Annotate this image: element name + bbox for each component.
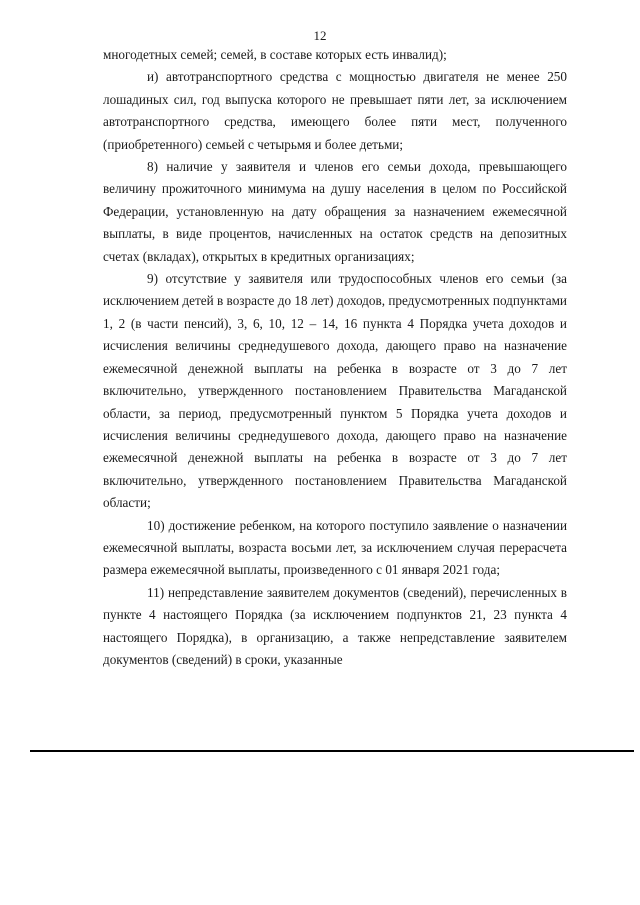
paragraph-item-11: 11) непредставление заявителем документов (сведений), перечисленных в пункте 4 настоящего Порядка (за исключением подпунктов 21, 23 пункта 4 настоящего Порядка), в организацию, а также непредставление заявителем документов (сведений) в сроки, указанные	[103, 584, 567, 667]
document-body	[103, 44, 567, 671]
paragraph-item-9: 9) отсутствие у заявителя или трудоспособных членов его семьи (за исключением детей в возрасте до 18 лет) доходов, предусмотренных подпунктами 1, 2 (в части пенсий), 3, 6, 10, 12 – 14, 16 пункта 4 Порядка учета доходов и исчисления величины среднедушевого дохода, дающего право на назначение ежемесячной денежной выплаты на ребенка в возрасте от 3 до 7 лет включительно, утвержденного постановлением Правительства Магаданской области, за период, предусмотренный пунктом 5 Порядка учета доходов и исчисления величины среднедушевого дохода, дающего право на назначение ежемесячной денежной выплаты на ребенка в возрасте от 3 до 7 лет включительно, утвержденного постановлением Правительства Магаданской области;	[103, 271, 567, 511]
page-number: 12	[313, 28, 327, 43]
paragraph-continuation: многодетных семей; семей, в составе которых есть инвалид);	[103, 47, 447, 62]
paragraph-item-10: 10) достижение ребенком, на которого поступило заявление о назначении ежемесячной выплаты, возраста восьми лет, за исключением случая перерасчета размера ежемесячной выплаты, произведенного с 01 января 2021 года;	[103, 517, 567, 578]
paragraph-item-8: 8) наличие у заявителя и членов его семьи дохода, превышающего величину прожиточного минимума на душу населения в целом по Российской Федерации, установленную на дату обращения за назначением ежемесячной выплаты, в виде процентов, начисленных на остаток средств на депозитных счетах (вкладах), открытых в кредитных организациях;	[103, 159, 567, 264]
paragraph-item-i: и) автотранспортного средства с мощностью двигателя не менее 250 лошадиных сил, год выпуска которого не превышает пяти лет, за исключением автотранспортного средства, имеющего более пяти мест, полученного (приобретенного) семьей с четырьмя и более детьми;	[103, 69, 567, 152]
footer-divider	[30, 750, 634, 752]
